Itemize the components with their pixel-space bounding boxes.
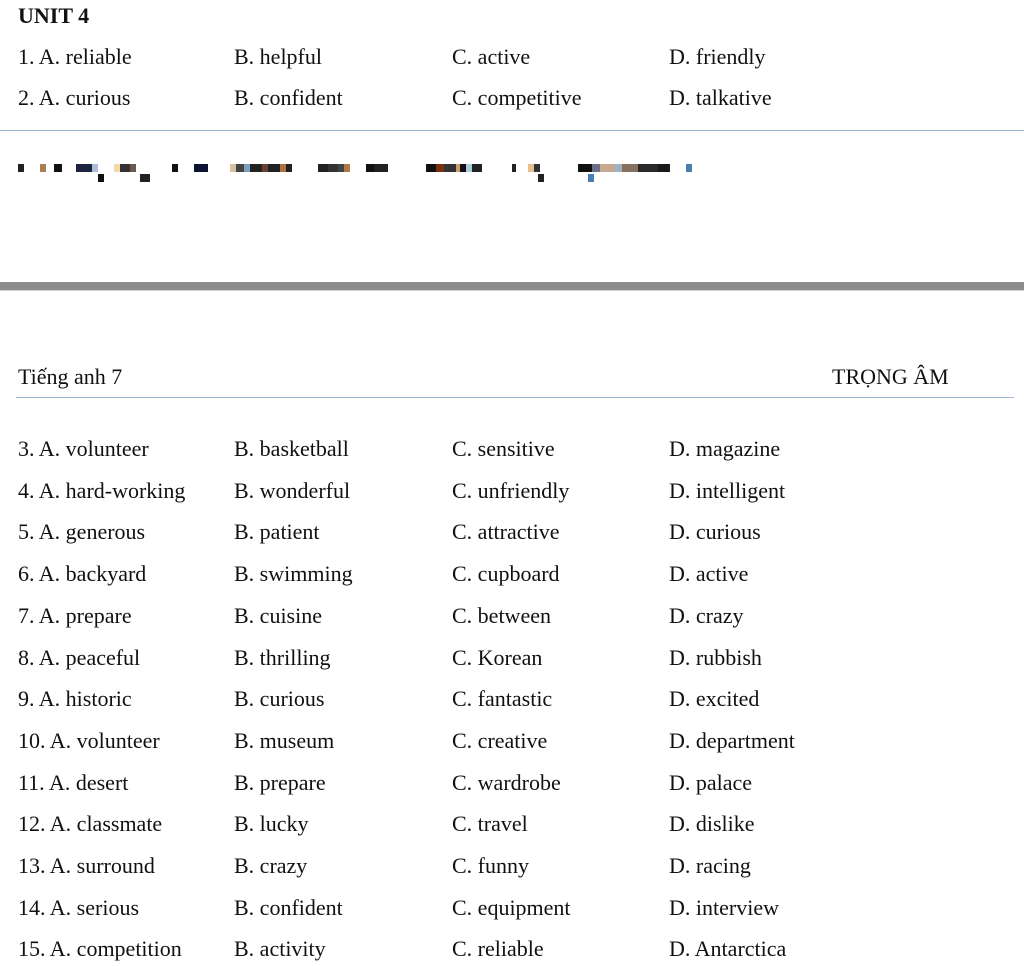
question-row-9 (0, 684, 1024, 714)
option-c: C. active (452, 44, 531, 69)
option-a: 12. A. classmate (18, 811, 163, 836)
option-d: D. excited (669, 686, 760, 711)
option-b: B. thrilling (234, 645, 331, 670)
option-c: C. wardrobe (452, 770, 561, 795)
option-d: D. crazy (669, 603, 744, 628)
option-a: 8. A. peaceful (18, 645, 141, 670)
option-c: C. attractive (452, 519, 560, 544)
document-page-top (0, 0, 1024, 282)
option-a: 13. A. surround (18, 853, 155, 878)
question-row-4 (0, 476, 1024, 506)
header-topic: TRỌNG ÂM (832, 364, 949, 389)
option-b: B. confident (234, 895, 343, 920)
option-c: C. competitive (452, 85, 582, 110)
question-row-8 (0, 643, 1024, 673)
option-d: D. magazine (669, 436, 781, 461)
option-d: D. racing (669, 853, 751, 878)
page-break-divider (0, 282, 1024, 291)
option-b: B. activity (234, 936, 326, 961)
option-a: 6. A. backyard (18, 561, 147, 586)
option-a: 4. A. hard-working (18, 478, 186, 503)
option-c: C. cupboard (452, 561, 560, 586)
option-b: B. swimming (234, 561, 353, 586)
option-c: C. reliable (452, 936, 544, 961)
option-a: 15. A. competition (18, 936, 182, 961)
question-row-2 (0, 83, 1024, 113)
option-c: C. creative (452, 728, 548, 753)
option-d: D. intelligent (669, 478, 786, 503)
option-d: D. active (669, 561, 749, 586)
option-a: 5. A. generous (18, 519, 146, 544)
option-c: C. sensitive (452, 436, 555, 461)
option-a: 10. A. volunteer (18, 728, 160, 753)
question-row-1 (0, 42, 1024, 72)
question-row-3 (0, 434, 1024, 464)
option-d: D. department (669, 728, 795, 753)
option-d: D. dislike (669, 811, 755, 836)
option-b: B. museum (234, 728, 335, 753)
option-a: 9. A. historic (18, 686, 132, 711)
option-c: C. fantastic (452, 686, 553, 711)
option-c: C. between (452, 603, 551, 628)
question-row-7 (0, 601, 1024, 631)
option-c: C. equipment (452, 895, 571, 920)
option-a: 2. A. curious (18, 85, 131, 110)
option-a: 11. A. desert (18, 770, 129, 795)
option-c: C. unfriendly (452, 478, 570, 503)
option-d: D. Antarctica (669, 936, 787, 961)
question-row-11 (0, 768, 1024, 798)
question-row-10 (0, 726, 1024, 756)
question-row-15 (0, 934, 1024, 964)
option-a: 3. A. volunteer (18, 436, 149, 461)
option-b: B. patient (234, 519, 320, 544)
option-d: D. curious (669, 519, 761, 544)
pixelated-footer-text (18, 160, 718, 188)
option-d: D. friendly (669, 44, 766, 69)
option-c: C. Korean (452, 645, 543, 670)
footer-rule (0, 130, 1024, 131)
option-a: 1. A. reliable (18, 44, 132, 69)
option-b: B. helpful (234, 44, 322, 69)
option-b: B. curious (234, 686, 325, 711)
option-b: B. crazy (234, 853, 308, 878)
option-c: C. travel (452, 811, 528, 836)
option-a: 7. A. prepare (18, 603, 132, 628)
unit-title: UNIT 4 (18, 3, 90, 28)
question-row-13 (0, 851, 1024, 881)
option-b: B. lucky (234, 811, 309, 836)
question-row-5 (0, 517, 1024, 547)
option-d: D. interview (669, 895, 779, 920)
option-d: D. talkative (669, 85, 772, 110)
header-rule (16, 397, 1014, 398)
option-b: B. confident (234, 85, 343, 110)
option-b: B. prepare (234, 770, 326, 795)
option-b: B. wonderful (234, 478, 351, 503)
option-b: B. basketball (234, 436, 349, 461)
question-row-14 (0, 893, 1024, 923)
question-row-12 (0, 809, 1024, 839)
header-subject: Tiếng anh 7 (18, 364, 123, 389)
option-c: C. funny (452, 853, 529, 878)
option-a: 14. A. serious (18, 895, 139, 920)
option-b: B. cuisine (234, 603, 322, 628)
option-d: D. palace (669, 770, 753, 795)
question-row-6 (0, 559, 1024, 589)
option-d: D. rubbish (669, 645, 762, 670)
